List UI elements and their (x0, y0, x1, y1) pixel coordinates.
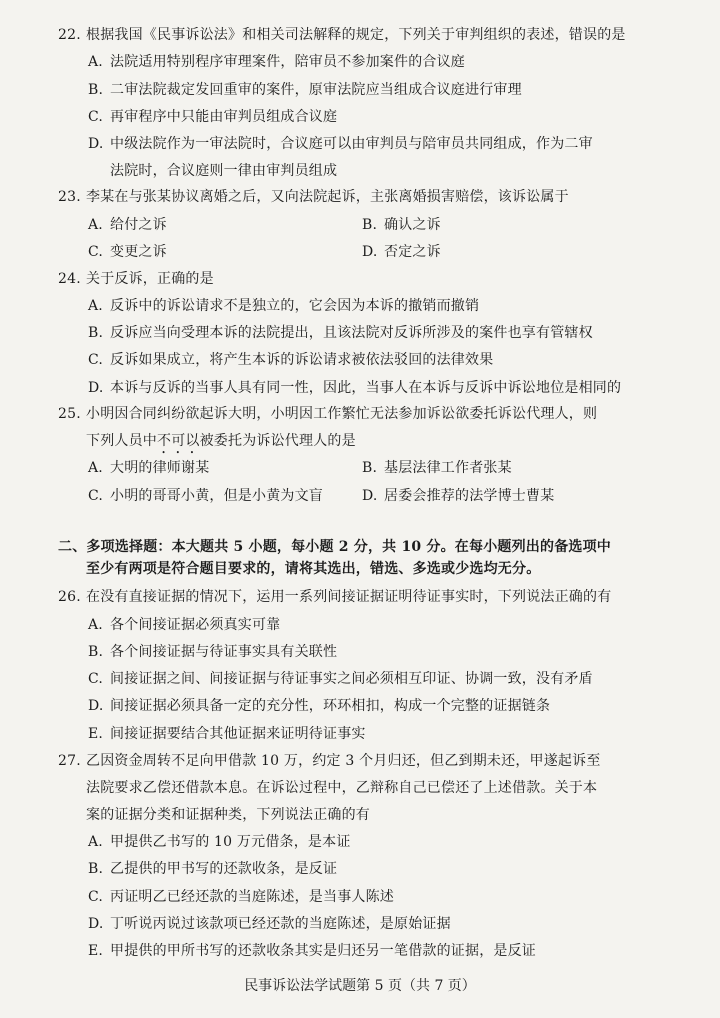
q24-option-d: D. 本诉与反诉的当事人具有同一性，因此，当事人在本诉与反诉中诉讼地位是相同的 (88, 380, 622, 396)
q22-option-a: A. 法院适用特别程序审理案件，陪审员不参加案件的合议庭 (88, 54, 465, 70)
q27-option-c: C. 丙证明乙已经还款的当庭陈述，是当事人陈述 (88, 889, 394, 905)
q25-option-b: B. 基层法律工作者张某 (362, 460, 512, 476)
emphasis-not-allowed: 不可以 (157, 433, 200, 449)
question-25-stem: 25. 小明因合同纠纷欲起诉大明，小明因工作繁忙无法参加诉讼欲委托诉讼代理人，则 (58, 406, 598, 422)
q22-option-b: B. 二审法院裁定发回重审的案件，原审法院应当组成合议庭进行审理 (88, 82, 522, 98)
q24-option-b: B. 反诉应当向受理本诉的法院提出，且该法院对反诉所涉及的案件也享有管辖权 (88, 325, 593, 341)
q23-option-b: B. 确认之诉 (362, 217, 441, 233)
q26-option-a: A. 各个间接证据必须真实可靠 (88, 617, 281, 633)
question-22-stem: 22. 根据我国《民事诉讼法》和相关司法解释的规定，下列关于审判组织的表述，错误的是 (58, 27, 626, 43)
q23-option-c: C. 变更之诉 (88, 244, 167, 260)
q26-option-b: B. 各个间接证据与待证事实具有关联性 (88, 644, 338, 660)
question-23-stem: 23. 李某在与张某协议离婚之后，又向法院起诉，主张离婚损害赔偿，该诉讼属于 (58, 189, 569, 205)
question-26-stem: 26. 在没有直接证据的情况下，运用一系列间接证据证明待证事实时，下列说法正确的有 (58, 589, 612, 605)
question-27-stem: 27. 乙因资金周转不足向甲借款 10 万，约定 3 个月归还，但乙到期未还，甲遂起诉至 (58, 753, 601, 769)
q23-option-d: D. 否定之诉 (362, 244, 441, 260)
section-2-heading-cont: 至少有两项是符合题目要求的，请将其选出，错选、多选或少选均无分。 (86, 561, 541, 577)
q22-option-c: C. 再审程序中只能由审判员组成合议庭 (88, 109, 338, 125)
section-2-heading: 二、多项选择题：本大题共 5 小题，每小题 2 分，共 10 分。在每小题列出的备选项中 (58, 539, 612, 555)
q22-option-d: D. 中级法院作为一审法院时，合议庭可以由审判员与陪审员共同组成，作为二审 (88, 136, 593, 152)
page-footer: 民事诉讼法学试题第 5 页（共 7 页） (244, 978, 476, 994)
q24-option-c: C. 反诉如果成立，将产生本诉的诉讼请求被依法驳回的法律效果 (88, 352, 494, 368)
q27-option-b: B. 乙提供的甲书写的还款收条，是反证 (88, 861, 338, 877)
q25-option-c: C. 小明的哥哥小黄，但是小黄为文盲 (88, 488, 323, 504)
question-25-stem-cont: 下列人员中不可以被委托为诉讼代理人的是 (86, 433, 356, 449)
q26-option-d: D. 间接证据必须具备一定的充分性，环环相扣，构成一个完整的证据链条 (88, 698, 551, 714)
question-27-stem-cont-1: 法院要求乙偿还借款本息。在诉讼过程中，乙辩称自己已偿还了上述借款。关于本 (86, 780, 598, 796)
q26-option-c: C. 间接证据之间、间接证据与待证事实之间必须相互印证、协调一致，没有矛盾 (88, 671, 593, 687)
question-24-stem: 24. 关于反诉，正确的是 (58, 271, 214, 287)
q24-option-a: A. 反诉中的诉讼请求不是独立的，它会因为本诉的撤销而撤销 (88, 298, 480, 314)
q22-option-d-cont: 法院时，合议庭则一律由审判员组成 (110, 163, 338, 179)
q27-option-e: E. 甲提供的甲所书写的还款收条其实是归还另一笔借款的证据，是反证 (88, 943, 536, 959)
q26-option-e: E. 间接证据要结合其他证据来证明待证事实 (88, 726, 366, 742)
q25-option-d: D. 居委会推荐的法学博士曹某 (362, 488, 555, 504)
q25-option-a: A. 大明的律师谢某 (88, 460, 210, 476)
q23-option-a: A. 给付之诉 (88, 217, 167, 233)
question-27-stem-cont-2: 案的证据分类和证据种类，下列说法正确的有 (86, 807, 370, 823)
q27-option-a: A. 甲提供乙书写的 10 万元借条，是本证 (88, 834, 351, 850)
q27-option-d: D. 丁听说丙说过该款项已经还款的当庭陈述，是原始证据 (88, 916, 451, 932)
